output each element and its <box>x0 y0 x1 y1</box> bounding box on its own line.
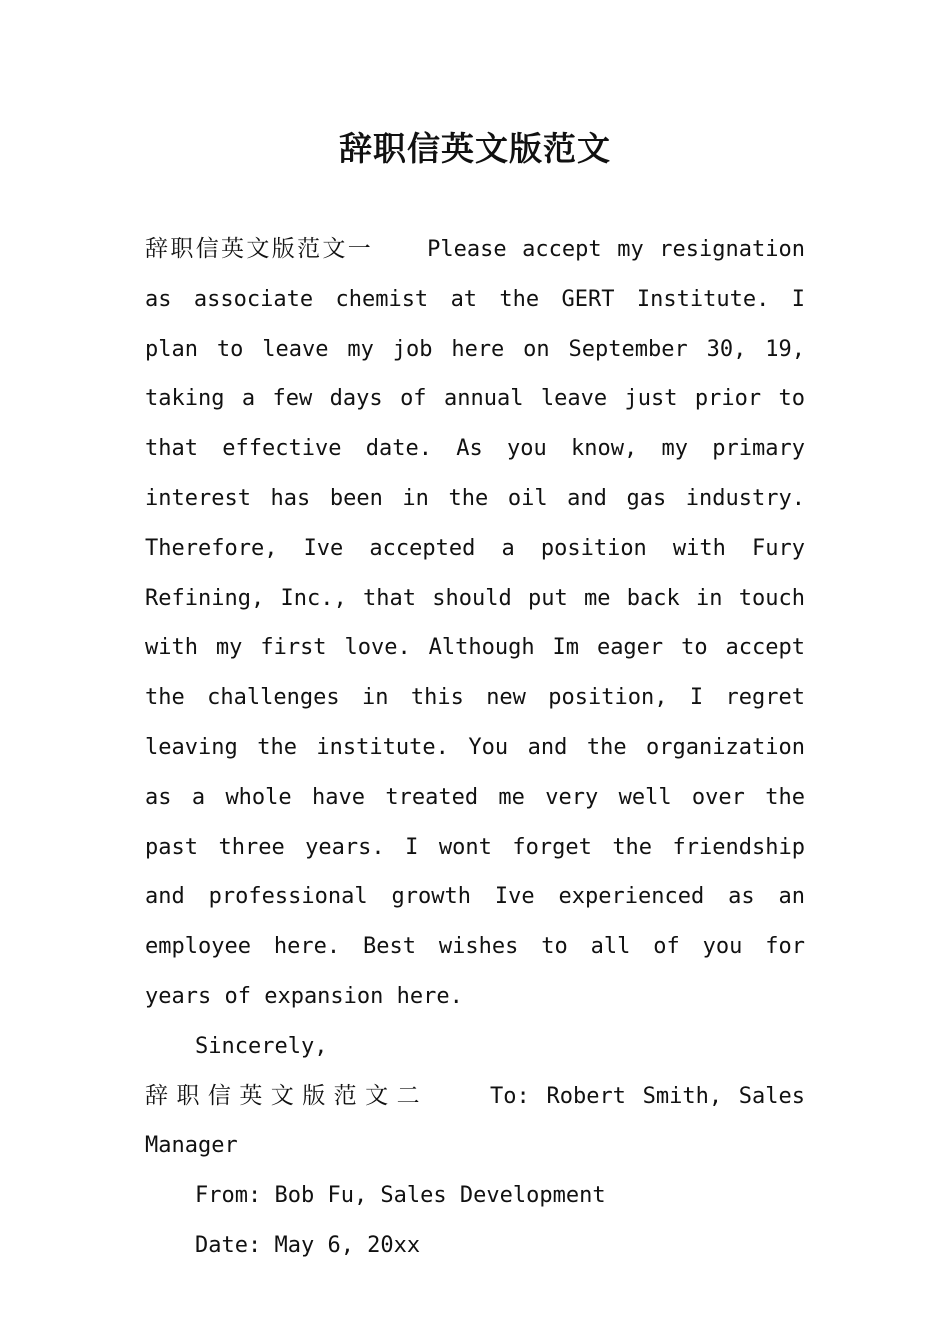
letter-one-label: 辞职信英文版范文一 <box>145 236 374 262</box>
document-body <box>145 225 805 1271</box>
letter-one-body: Please accept my resignation as associate chemist at the GERT Institute. I plan to leave my job here on September 30, 19, taking a few days of annual leave just prior to that effective date. As you know, my primary interest has been in the oil and gas industry. Therefore, Ive accepted a position with Fury Refining, Inc., that should put me back in touch with my first love. Although Im eager to accept the challenges in this new position, I regret leaving the institute. You and the organization as a whole have treated me very well over the past three years. I wont forget the friendship and professional growth Ive experienced as an employee here. Best wishes to all of you for years of expansion here. <box>145 237 805 1009</box>
letter-two-from-line: From: Bob Fu, Sales Development <box>195 1183 606 1209</box>
letter-two-paragraph <box>145 1072 805 1172</box>
letter-two-label: 辞职信英文版范文二 <box>145 1082 429 1109</box>
letter-one-closing: Sincerely, <box>195 1033 328 1059</box>
letter-one-paragraph <box>145 225 805 1022</box>
letter-two-date-line: Date: May 6, 20xx <box>195 1232 421 1258</box>
letter-two-to-line: To: Robert Smith, Sales Manager <box>145 1083 806 1159</box>
document-title: 辞职信英文版范文 <box>339 129 611 168</box>
